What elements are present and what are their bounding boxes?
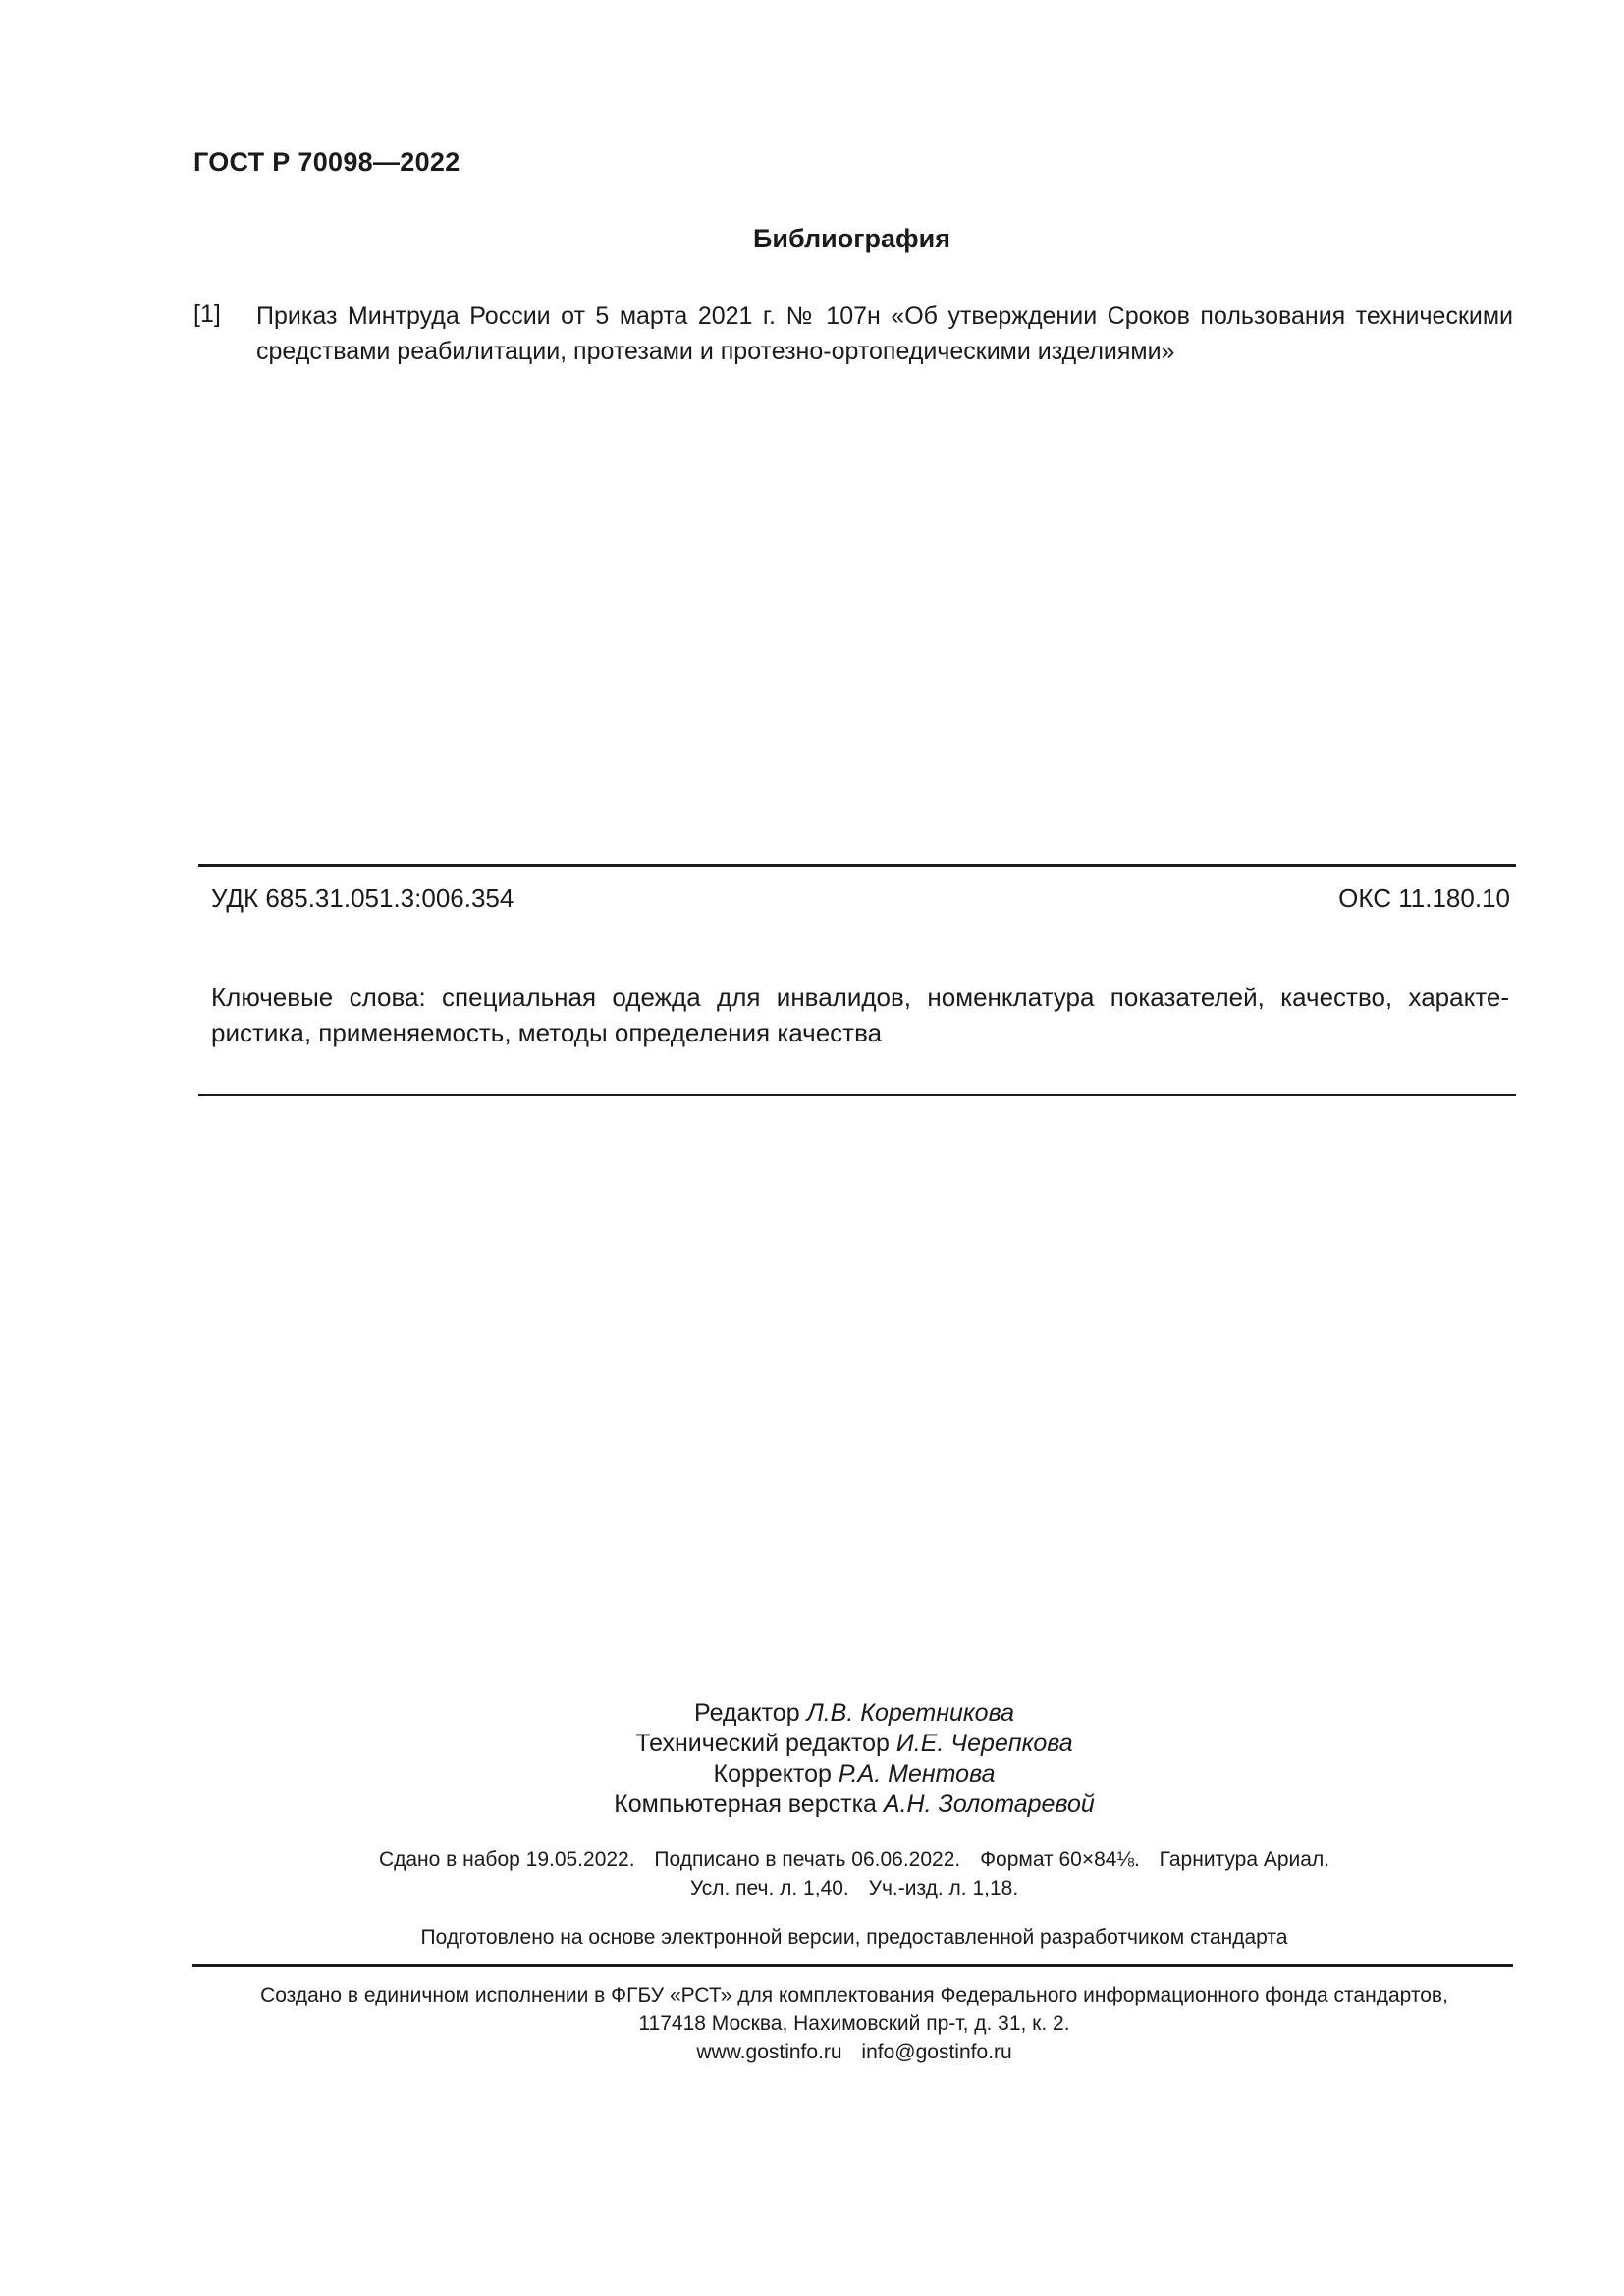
standard-code: ГОСТ Р 70098—2022	[193, 147, 460, 177]
edit-sheets: Уч.-изд. л. 1,18.	[868, 1877, 1019, 1899]
submitted-date: Сдано в набор 19.05.2022.	[378, 1848, 635, 1871]
bibliography-ref-text: Приказ Минтруда России от 5 марта 2021 г. № 107н «Об утверждении Сроков пользования техническими средствами реабилитации, протезами и протезно-ортопедическими изделиями»	[256, 302, 1513, 365]
keywords-divider	[198, 1094, 1516, 1096]
print-sheets: Усл. печ. л. 1,40.	[689, 1877, 849, 1899]
top-divider	[198, 864, 1516, 867]
credit-tech-editor: Технический редактор И.Е. Черепкова	[635, 1730, 1073, 1757]
typeface: Гарнитура Ариал.	[1159, 1848, 1330, 1871]
footer-block	[0, 1981, 1624, 2066]
oks-code: ОКС 11.180.10	[1338, 883, 1510, 913]
publication-info	[0, 1845, 1624, 1902]
credit-proofreader: Корректор Р.А. Ментова	[713, 1760, 996, 1788]
email-link[interactable]: info@gostinfo.ru	[861, 2041, 1012, 2063]
credits-block	[0, 1698, 1624, 1820]
footer-line-2: 117418 Москва, Нахимовский пр-т, д. 31, к. 2.	[638, 2012, 1070, 2035]
section-title: Библиография	[753, 224, 950, 253]
credit-layout: Компьютерная верстка А.Н. Золотаревой	[614, 1790, 1095, 1818]
keywords: Ключевые слова: специальная одежда для инвалидов, номенклатура показателей, качество, характе- ристика, применяемость, методы определения качества	[211, 983, 1509, 1047]
bibliography-ref-number: [1]	[193, 300, 221, 328]
footer-line-1: Создано в единичном исполнении в ФГБУ «РСТ» для комплектования Федерального информационного фонда стандартов,	[260, 1984, 1448, 2006]
prepared-note: Подготовлено на основе электронной версии, предоставленной разработчиком стандарта	[420, 1926, 1288, 1949]
footer-divider	[192, 1964, 1513, 1967]
signed-date: Подписано в печать 06.06.2022.	[654, 1848, 961, 1871]
udk-code: УДК 685.31.051.3:006.354	[211, 883, 514, 913]
paper-format: Формат 60×84⅛.	[980, 1848, 1140, 1871]
credit-editor: Редактор Л.В. Коретникова	[694, 1699, 1014, 1727]
website-link[interactable]: www.gostinfo.ru	[696, 2041, 842, 2063]
